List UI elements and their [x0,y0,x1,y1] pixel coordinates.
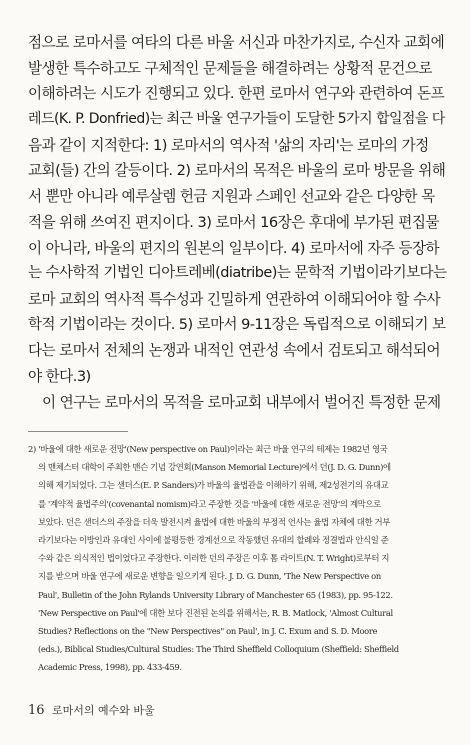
body-line: 이 아니라, 바울의 편지의 원본의 일부이다. 4) 로마서에 자주 등장하 [28,239,440,257]
body-line: 이 연구는 로마서의 목적을 로마교회 내부에서 벌어진 특정한 문제 [42,393,441,411]
body-line: 적을 위해 쓰여진 편지이다. 3) 로마서 16장은 후대에 부가된 편집물 [28,213,439,231]
footnotes [28,440,448,676]
page-footer [28,702,155,718]
footnote-line: 2) '바울에 대한 새로운 전망'(New perspective on Paul)이라는 최근 바울 연구의 테제는 1982년 영국 [28,444,388,454]
page-number: 16 [28,703,45,718]
footnote-divider [28,431,128,432]
body-line: 점으로 로마서를 여타의 다른 바울 서신과 마찬가지로, 수신자 교회에 [28,34,445,51]
running-title: 로마서의 예수와 바울 [52,704,155,717]
body-line: 야 한다.3) [28,367,91,385]
body-line: 로마 교회의 역사적 특수성과 긴밀하게 연관하여 이해되어야 할 수사 [28,290,441,308]
body-line: 다는 로마서 전체의 논쟁과 내적인 연관성 속에서 검토되고 해석되어 [28,342,441,360]
footnote-line: Studies? Reflections on the "New Perspectives" on Paul', in J. C. Exum and S. D. Moore [38,625,378,636]
footnote-line: Paul', Bulletin of the John Rylands University Library of Manchester 65 (1983), pp. 95-122. [38,589,393,600]
footnote-line: Academic Press, 1998), pp. 433-459. [38,662,182,673]
body-text [28,30,446,415]
footnote-line: (eds.), Biblical Studies/Cultural Studies: The Third Sheffield Colloquium (Sheffield: Sheffield [38,644,399,655]
footnote-line: 보았다. 던은 샌더스의 주장을 더욱 발전시켜 율법에 대한 바울의 부정적 언사는 율법 자체에 대한 거부 [38,516,391,527]
body-line: 음과 같이 지적한다: 1) 로마서의 역사적 '삶의 자리'는 로마의 가정 [28,136,429,154]
footnote-line: 지를 받으며 바울 연구에 새로운 변향을 일으키게 된다. J. D. G. Dunn, 'The New Perspective on [38,571,381,582]
body-line: 레드(K. P. Donfried)는 최근 바울 연구가들이 도달한 5가지 합일점을 다 [28,111,445,128]
body-line: 교회(들) 간의 갈등이다. 2) 로마서의 목적은 바울의 로마 방문을 위해 [28,162,446,180]
footnote-line: 의 맨체스터 대학이 주최한 맨슨 기념 강연회(Manson Memorial Lecture)에서 던(J. D. G. Dunn)에 [38,462,391,473]
footnote-line: 수와 같은 의식적인 법이었다고 주장한다. 이러한 던의 주장은 이후 톰 라이트(N. T. Wright)로부터 지 [38,553,390,564]
body-line: 는 수사학적 기법인 디아트레베(diatribe)는 문학적 기법이라기보다는 [28,265,447,282]
footnote-line: 라기보다는 이방인과 유대인 사이에 불평등한 경계선으로 작동했던 유대의 할례와 정결법과 안식일 준 [38,534,389,545]
footnote-line: 'New Perspective on Paul'에 대한 보다 진전된 논의를 위해서는, R. B. Matlock, 'Almost Cultural [38,607,393,618]
footnote-line: 를 '계약적 율법주의'(covenantal nomism)라고 주장한 것을 '바울에 대한 새로운 전망'의 계막으로 [38,498,381,509]
body-line: 학적 기법이라는 것이다. 5) 로마서 9-11장은 독립적으로 이해되기 보 [28,316,446,333]
body-line: 발생한 특수하고도 구체적인 문제들을 해결하려는 상황적 문건으로 [28,59,432,77]
body-line: 이해하려는 시도가 진행되고 있다. 한편 로마서 연구와 관련하여 돈프 [28,85,445,103]
footnote-line: 의해 제기되었다. 그는 샌더스(E. P. Sanders)가 바울의 율법관을 이해하기 위해, 제2성전기의 유대교 [38,480,389,491]
body-line: 서 뿐만 아니라 예루살렘 헌금 지원과 스페인 선교와 같은 다양한 목 [28,188,435,206]
